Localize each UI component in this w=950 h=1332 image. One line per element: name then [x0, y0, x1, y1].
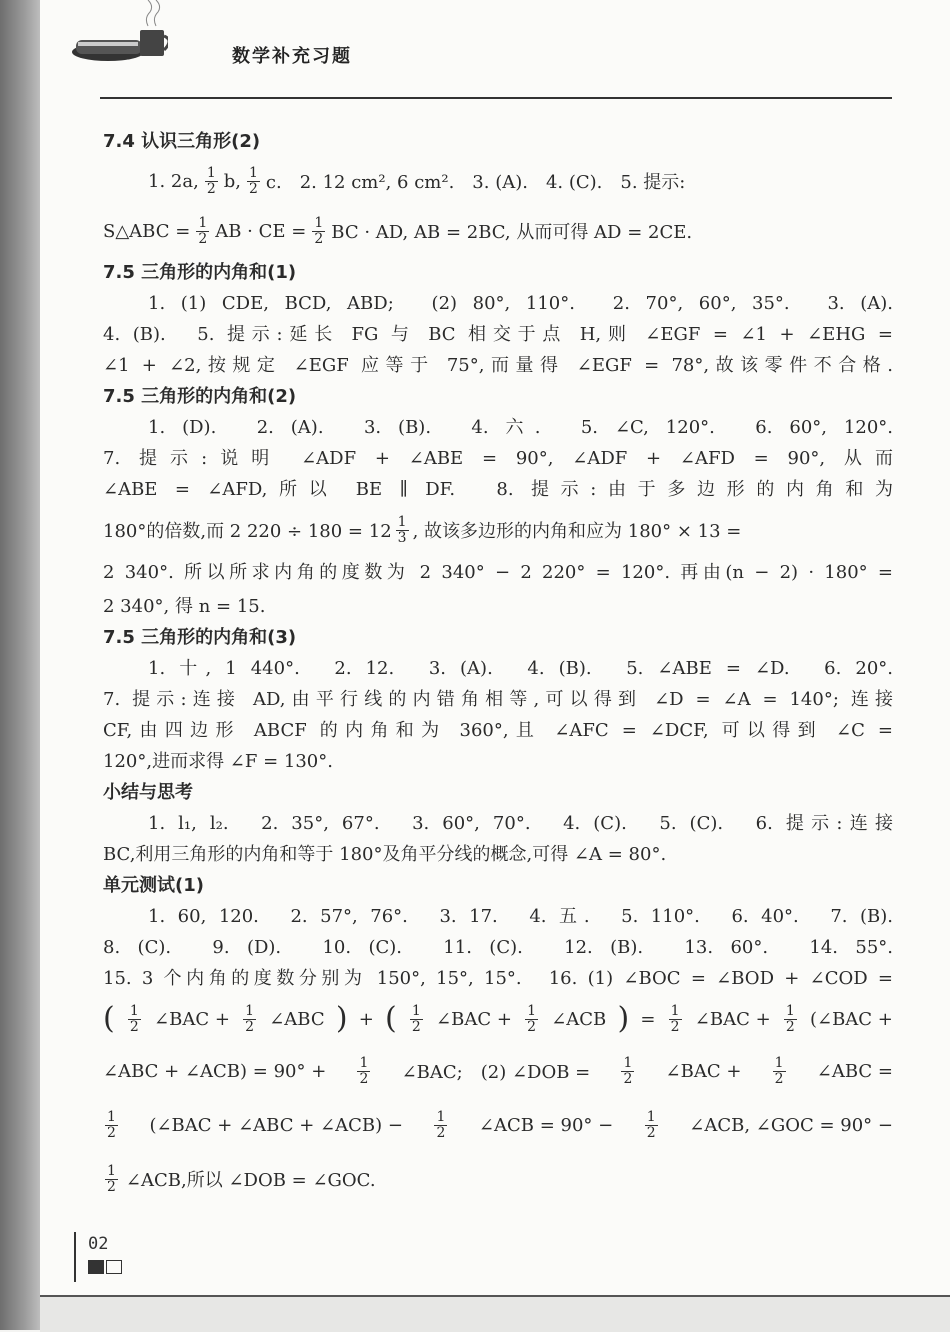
math-line	[103, 1044, 893, 1098]
answer-line	[103, 157, 893, 205]
text: 1. 2a,	[148, 170, 199, 192]
fraction: $\frac{1}{2}$	[774, 1054, 784, 1087]
fraction: $\frac{1}{2}$	[248, 164, 258, 197]
section-title: 7.5 三角形的内角和(3)	[103, 627, 297, 648]
text: AB · CE =	[215, 220, 307, 242]
paren: )	[617, 1001, 630, 1036]
answer-line: 2 340°. 所以所求内角的度数为 2 340° − 2 220° = 120°. 再由(n − 2) · 180° =	[103, 562, 893, 583]
text: c. 2. 12 cm², 6 cm². 3. (A). 4. (C). 5. 提示:	[265, 172, 686, 193]
fraction: $\frac{1}{2}$	[527, 1002, 537, 1035]
left-binding-bar	[0, 0, 40, 1330]
answer-line: 1. (D). 2. (A). 3. (B). 4. 六. 5. ∠C, 120°. 6. 60°, 120°.	[148, 417, 893, 438]
text: ∠ACB, ∠GOC = 90° −	[689, 1114, 893, 1136]
fraction: $\frac{1}{2}$	[129, 1002, 139, 1035]
fraction: $\frac{1}{2}$	[785, 1002, 795, 1035]
folio-marks-icon	[88, 1260, 122, 1274]
answer-line: 7. 提示:连接 AD,由平行线的内错角相等,可以得到 ∠D = ∠A = 140°; 连接	[103, 689, 893, 710]
fraction: $\frac{1}{2}$	[623, 1054, 633, 1087]
text: ∠ABC	[269, 1008, 325, 1030]
text: ∠ABC =	[816, 1060, 893, 1082]
page-number: 02	[88, 1234, 109, 1254]
math-line	[103, 1152, 893, 1206]
answer-line: 8. (C). 9. (D). 10. (C). 11. (C). 12. (B). 13. 60°. 14. 55°.	[103, 937, 893, 958]
fraction: $\frac{1}{2}$	[107, 1162, 116, 1195]
answer-line: 1. l₁, l₂. 2. 35°, 67°. 3. 60°, 70°. 4. (C). 5. (C). 6. 提示:连接	[148, 813, 893, 834]
text: ∠ACB,所以 ∠DOB = ∠GOC.	[125, 1170, 376, 1191]
text: , 故该多边形的内角和应为 180° × 13 =	[412, 521, 742, 542]
text: 180°的倍数,而 2 220 ÷ 180 = 12	[103, 521, 392, 542]
text: ∠ACB	[551, 1008, 607, 1030]
bottom-strip	[40, 1295, 950, 1332]
fraction: $\frac{1}{2}$	[314, 214, 324, 247]
answer-line: 2 340°, 得 n = 15.	[103, 596, 266, 617]
fraction: $\frac{1}{2}$	[646, 1108, 656, 1141]
answer-line: BC,利用三角形的内角和等于 180°及角平分线的概念,可得 ∠A = 80°.	[103, 844, 667, 865]
header-rule	[100, 97, 892, 99]
section-title: 单元测试(1)	[103, 875, 204, 896]
section-title: 小结与思考	[103, 782, 193, 803]
answer-line: ∠1 + ∠2,按规定 ∠EGF 应等于 75°,而量得 ∠EGF = 78°,故该零件不合格.	[103, 355, 893, 376]
text: ∠BAC +	[154, 1008, 230, 1030]
paren: (	[103, 1001, 115, 1036]
fraction: $\frac{1}{2}$	[670, 1002, 680, 1035]
section-title: 7.5 三角形的内角和(2)	[103, 386, 297, 407]
empty-square-icon	[106, 1260, 122, 1274]
text: ∠BAC +	[436, 1008, 512, 1030]
text: ∠BAC +	[694, 1008, 771, 1030]
text: S△ABC =	[103, 220, 191, 242]
page-folio	[74, 1232, 122, 1282]
answer-line: 4. (B). 5. 提示:延长 FG 与 BC 相交于点 H,则 ∠EGF = ∠1 + ∠EHG =	[103, 324, 893, 345]
fraction: $\frac{1}{3}$	[397, 513, 407, 546]
fraction: $\frac{1}{2}$	[411, 1002, 421, 1035]
answer-line	[103, 205, 893, 257]
fraction: $\frac{1}{2}$	[245, 1002, 255, 1035]
filled-square-icon	[88, 1260, 104, 1274]
answer-line: 15. 3 个内角的度数分别为 150°, 15°, 15°. 16. (1) ∠BOC = ∠BOD + ∠COD =	[103, 968, 893, 989]
answer-line: ∠ABE = ∠AFD,所以 BE ∥ DF. 8. 提示:由于多边形的内角和为	[103, 479, 893, 500]
fraction: $\frac{1}{2}$	[107, 1108, 116, 1141]
book-title: 数学补充习题	[232, 46, 352, 67]
book-cup-logo-icon	[68, 0, 168, 66]
text: ∠ACB = 90° −	[478, 1114, 614, 1136]
paren: )	[335, 1001, 348, 1036]
text: b,	[223, 170, 241, 192]
fraction: $\frac{1}{2}$	[359, 1054, 369, 1087]
fraction: $\frac{1}{2}$	[198, 214, 208, 247]
answer-line	[103, 505, 893, 555]
answer-line: 1. 60, 120. 2. 57°, 76°. 3. 17. 4. 五. 5. 110°. 6. 40°. 7. (B).	[148, 906, 893, 927]
text: (∠BAC +	[809, 1008, 893, 1030]
answer-line: 120°,进而求得 ∠F = 130°.	[103, 751, 333, 772]
text: BC · AD, AB = 2BC, 从而可得 AD = 2CE.	[331, 222, 693, 243]
answer-content	[103, 126, 893, 1206]
math-line	[103, 1098, 893, 1152]
math-line	[103, 994, 893, 1044]
text: ∠BAC; (2) ∠DOB =	[401, 1062, 591, 1083]
text: ∠BAC +	[665, 1060, 742, 1082]
text: +	[358, 1008, 374, 1030]
answer-line: 1. (1) CDE, BCD, ABD; (2) 80°, 110°. 2. 70°, 60°, 35°. 3. (A).	[148, 293, 893, 314]
answer-line: 1. 十, 1 440°. 2. 12. 3. (A). 4. (B). 5. ∠ABE = ∠D. 6. 20°.	[148, 658, 893, 679]
fraction: $\frac{1}{2}$	[206, 164, 216, 197]
paren: (	[385, 1001, 397, 1036]
text: ∠ABC + ∠ACB) = 90° +	[103, 1060, 327, 1082]
answer-line: CF,由四边形 ABCF 的内角和为 360°,且 ∠AFC = ∠DCF, 可以得到 ∠C =	[103, 720, 893, 741]
section-title: 7.4 认识三角形(2)	[103, 131, 261, 152]
answer-line: 7. 提示:说明 ∠ADF + ∠ABE = 90°, ∠ADF + ∠AFD = 90°, 从而	[103, 448, 893, 469]
text: =	[640, 1008, 656, 1030]
section-title: 7.5 三角形的内角和(1)	[103, 262, 297, 283]
text: (∠BAC + ∠ABC + ∠ACB) −	[149, 1114, 403, 1136]
fraction: $\frac{1}{2}$	[436, 1108, 446, 1141]
